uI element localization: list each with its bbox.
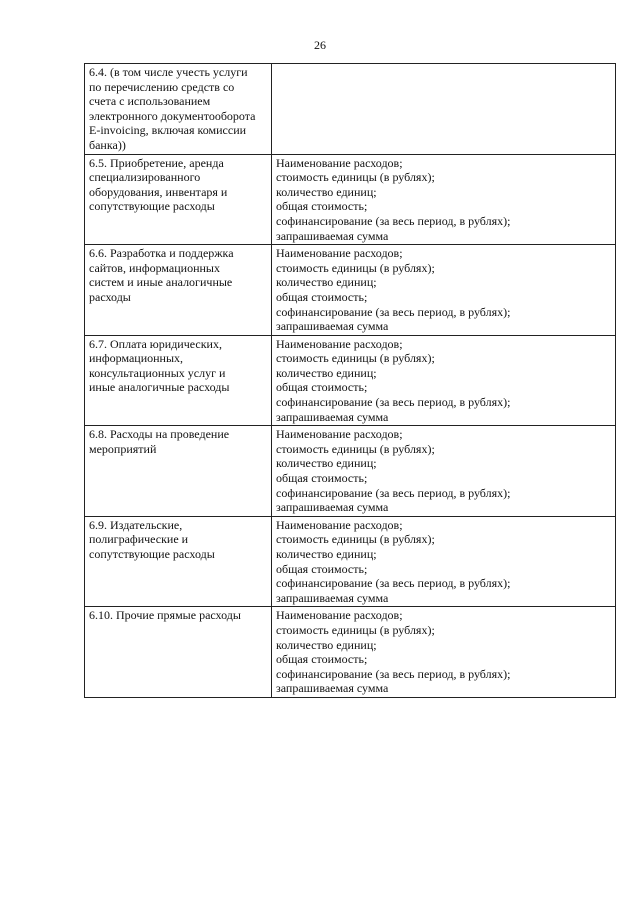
expense-item-text: 6.9. Издательские, — [89, 517, 183, 532]
expense-detail-text: стоимость единицы (в рублях); — [276, 170, 435, 185]
expense-details-cell — [272, 335, 616, 426]
expense-item-cell — [85, 154, 272, 245]
expense-details-cell — [272, 64, 616, 155]
expense-detail-text: софинансирование (за весь период, в рублях); — [276, 304, 511, 319]
expense-detail-text: стоимость единицы (в рублях); — [276, 260, 435, 275]
expense-item-text: 6.4. (в том числе учесть услуги — [89, 65, 248, 79]
expense-detail-text: запрашиваемая сумма — [276, 228, 389, 243]
expense-table-body — [85, 64, 616, 698]
expense-item-cell — [85, 516, 272, 607]
expense-detail-text: количество единиц; — [276, 365, 377, 380]
expense-detail-text: общая стоимость; — [276, 289, 368, 304]
expense-item-text: мероприятий — [89, 441, 157, 456]
table-row — [85, 426, 616, 517]
expense-detail-text: стоимость единицы (в рублях); — [276, 441, 435, 456]
expense-detail-text: запрашиваемая сумма — [276, 500, 389, 515]
expense-item-text: специализированного — [89, 170, 201, 185]
expense-detail-text: Наименование расходов; — [276, 608, 403, 623]
expense-detail-text: софинансирование (за весь период, в рублях); — [276, 395, 511, 410]
table-row — [85, 516, 616, 607]
expense-detail-text: Наименование расходов; — [276, 155, 403, 170]
expense-detail-text: софинансирование (за весь период, в рублях); — [276, 666, 511, 681]
table-row — [85, 245, 616, 336]
table-row — [85, 64, 616, 155]
expense-item-cell — [85, 607, 272, 698]
expense-item-cell — [85, 245, 272, 336]
expense-detail-text: общая стоимость; — [276, 652, 368, 667]
expense-details-cell — [272, 154, 616, 245]
expense-item-text: полиграфические и — [89, 532, 189, 547]
expense-item-text: сопутствующие расходы — [89, 547, 215, 561]
expense-item-text: расходы — [89, 289, 131, 304]
table-row — [85, 335, 616, 426]
expense-table — [84, 63, 616, 698]
expense-item-text: иные аналогичные расходы — [89, 380, 230, 395]
expense-item-text: консультационных услуг и — [89, 365, 226, 380]
expense-detail-text: запрашиваемая сумма — [276, 409, 389, 424]
expense-detail-text: Наименование расходов; — [276, 427, 403, 442]
expense-item-text: 6.7. Оплата юридических, — [89, 336, 222, 351]
expense-item-cell — [85, 64, 272, 155]
expense-detail-text: Наименование расходов; — [276, 517, 403, 532]
expense-detail-text: запрашиваемая сумма — [276, 590, 389, 605]
expense-detail-text: запрашиваемая сумма — [276, 681, 389, 696]
expense-detail-text: количество единиц; — [276, 275, 377, 290]
expense-item-cell — [85, 335, 272, 426]
expense-details-cell — [272, 516, 616, 607]
expense-item-text: счета с использованием — [89, 94, 211, 109]
expense-detail-text: софинансирование (за весь период, в рублях); — [276, 213, 511, 228]
expense-detail-text: софинансирование (за весь период, в рублях); — [276, 576, 511, 591]
expense-detail-text: стоимость единицы (в рублях); — [276, 622, 435, 637]
table-row — [85, 154, 616, 245]
expense-detail-text: запрашиваемая сумма — [276, 319, 389, 334]
expense-detail-text: стоимость единицы (в рублях); — [276, 532, 435, 547]
page-number: 26 — [314, 38, 326, 52]
expense-detail-text: общая стоимость; — [276, 561, 368, 576]
expense-detail-text: количество единиц; — [276, 637, 377, 652]
expense-item-text: по перечислению средств со — [89, 79, 235, 94]
expense-details-cell — [272, 426, 616, 517]
table-row — [85, 607, 616, 698]
expense-detail-text: общая стоимость; — [276, 199, 368, 214]
expense-item-text: 6.10. Прочие прямые расходы — [89, 608, 241, 623]
expense-item-text: 6.6. Разработка и поддержка — [89, 246, 234, 261]
expense-item-cell — [85, 426, 272, 517]
expense-item-text: информационных, — [89, 351, 184, 366]
expense-detail-text: Наименование расходов; — [276, 336, 403, 351]
expense-detail-text: количество единиц; — [276, 456, 377, 471]
expense-detail-text: количество единиц; — [276, 547, 377, 561]
expense-item-text: оборудования, инвентаря и — [89, 184, 228, 199]
expense-detail-text: количество единиц; — [276, 184, 377, 199]
expense-details-cell — [272, 245, 616, 336]
expense-item-text: 6.8. Расходы на проведение — [89, 427, 230, 442]
expense-detail-text: общая стоимость; — [276, 471, 368, 486]
expense-item-text: 6.5. Приобретение, аренда — [89, 155, 224, 170]
expense-item-text: систем и иные аналогичные — [89, 275, 233, 290]
expense-detail-text: общая стоимость; — [276, 380, 368, 395]
expense-item-text: сопутствующие расходы — [89, 199, 215, 214]
expense-detail-text: Наименование расходов; — [276, 246, 403, 261]
expense-item-text: сайтов, информационных — [89, 260, 220, 275]
expense-details-cell — [272, 607, 616, 698]
expense-item-text: электронного документооборота — [89, 108, 256, 123]
expense-item-text: банка)) — [89, 137, 126, 152]
expense-detail-text: стоимость единицы (в рублях); — [276, 351, 435, 366]
expense-detail-text: софинансирование (за весь период, в рублях); — [276, 485, 511, 500]
expense-item-text: E-invoicing, включая комиссии — [89, 123, 247, 138]
